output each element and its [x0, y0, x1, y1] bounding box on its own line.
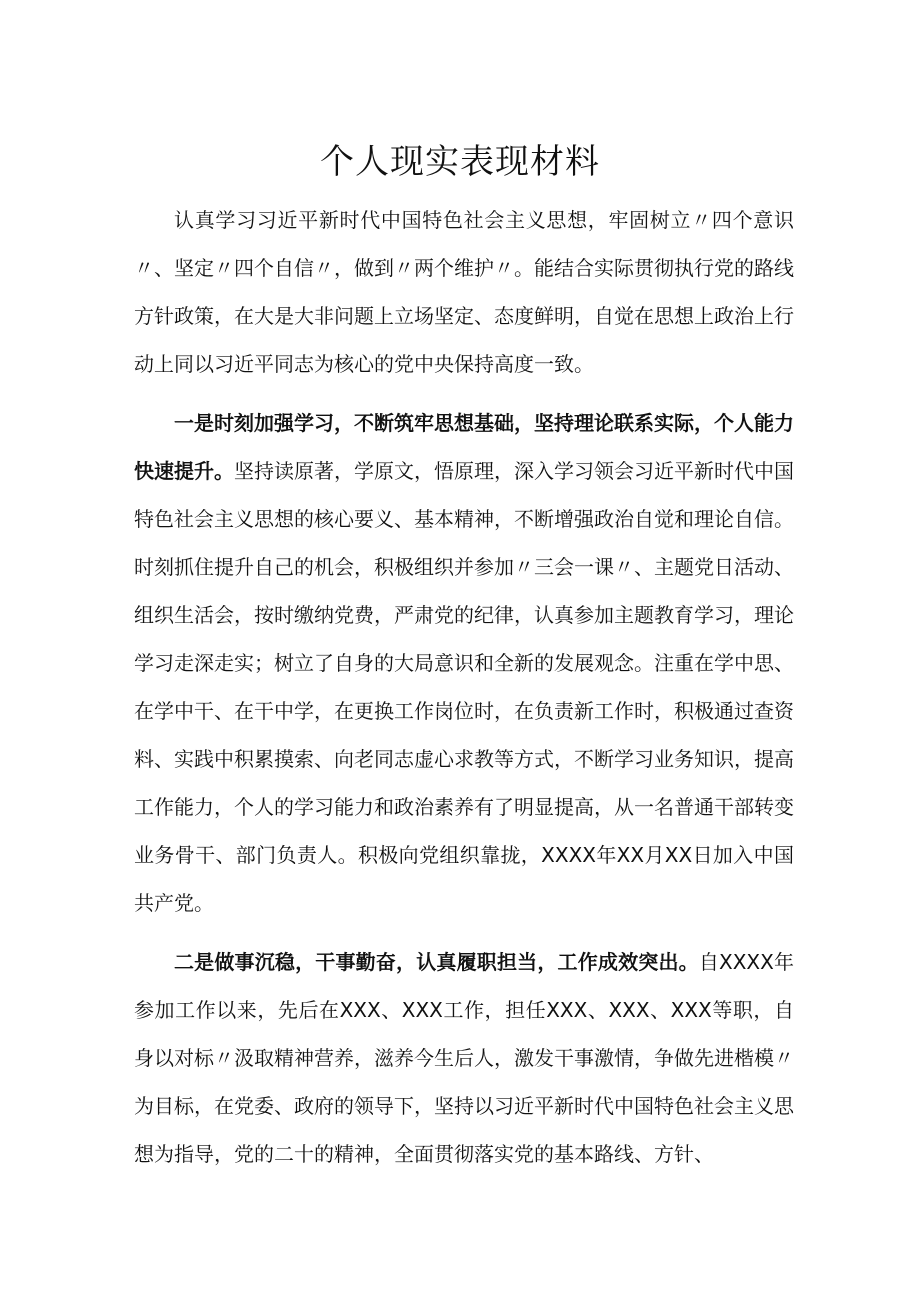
paragraph-text: 坚持读原著，学原文，悟原理，深入学习领会习近平新时代中国特色社会主义思想的核心要义、基本精神，不断增强政治自觉和理论自信。时刻抓住提升自己的机会，积极组织并参加〃三会一课〃、主题党日活动、组织生活会，按时缴纳党费，严肃党的纪律，认真参加主题教育学习，理论学习走深走实；树立了自身的大局意识和全新的发展观念。注重在学中思、在学中干、在干中学，在更换工作岗位时，在负责新工作时，积极通过查资料、实践中积累摸索、向老同志虚心求教等方式，不断学习业务知识，提高工作能力，个人的学习能力和政治素养有了明显提高，从一名普通干部转变业务骨干、部门负责人。积极向党组织靠拢，XXXX年XX月XX日加入中国共产党。: [134, 459, 794, 915]
paragraph-intro: [134, 196, 794, 388]
document-body: [134, 196, 794, 1178]
paragraph-study: [134, 399, 794, 927]
paragraph-text: 认真学习习近平新时代中国特色社会主义思想，牢固树立〃四个意识〃、坚定〃四个自信〃，做到〃两个维护〃。能结合实际贯彻执行党的路线方针政策，在大是大非问题上立场坚定、态度鲜明，自觉在思想上政治上行动上同以习近平同志为核心的党中央保持高度一致。: [134, 208, 794, 376]
document-title: 个人现实表现材料: [320, 142, 600, 182]
paragraph-lead: 二是做事沉稳，干事勤奋，认真履职担当，工作成效突出。: [174, 950, 699, 974]
paragraph-lead: 一是时刻加强学习，不断筑牢思想基础，坚持理论联系实际，个人能力快速提升。: [134, 411, 794, 483]
paragraph-work: [134, 938, 794, 1178]
paragraph-text: 自XXXX年参加工作以来，先后在XXX、XXX工作，担任XXX、XXX、XXX等职，自身以对标〃汲取精神营养，滋养今生后人，激发干事激情，争做先进楷模〃为目标，在党委、政府的领导下，坚持以习近平新时代中国特色社会主义思想为指导，党的二十的精神，全面贯彻落实党的基本路线、方针、: [134, 950, 795, 1166]
